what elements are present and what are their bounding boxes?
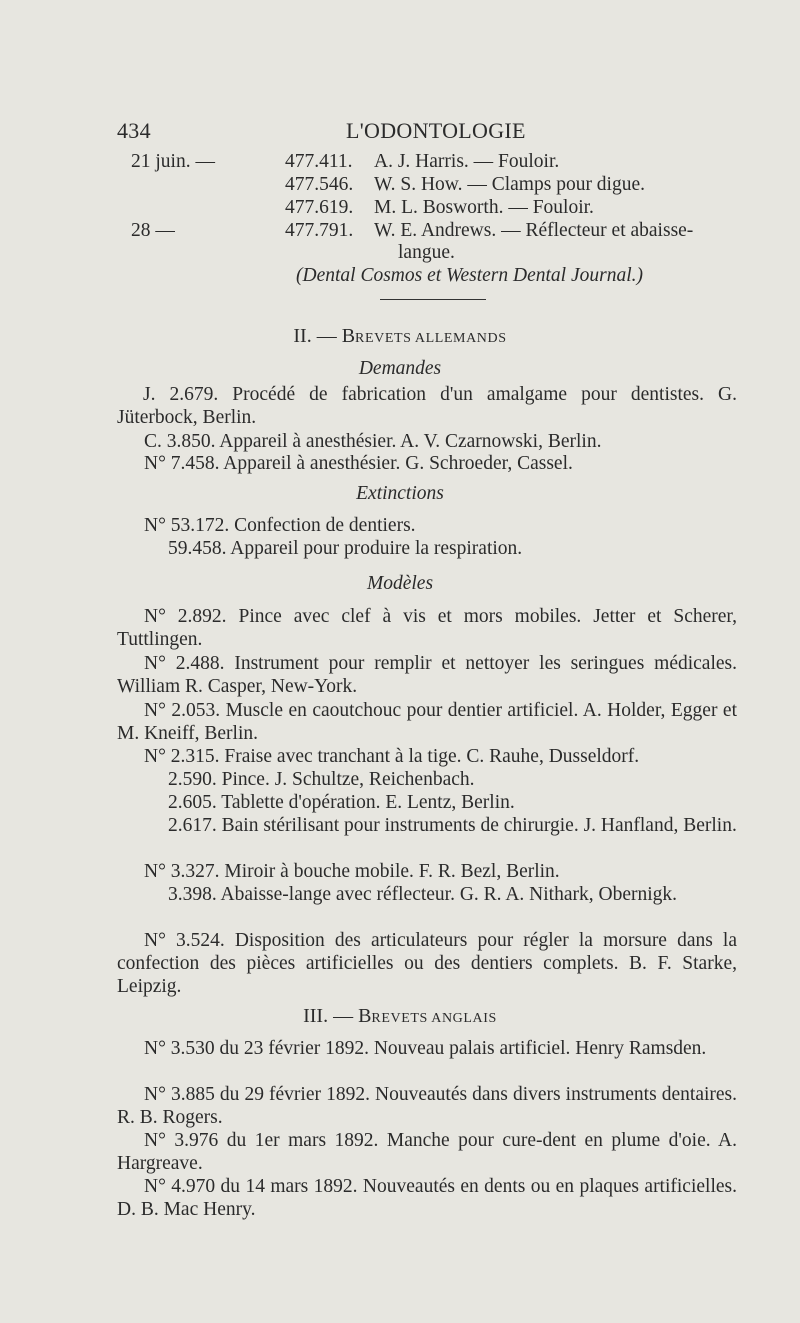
page-number: 434 — [117, 118, 151, 143]
us-text-5: langue. — [398, 242, 455, 263]
german-heading-initial: B — [341, 325, 356, 347]
modele-8: N° 3.327. Miroir à bouche mobile. F. R. Bezl, Berlin. — [144, 861, 560, 882]
demande-3: N° 7.458. Appareil à anesthésier. G. Schroeder, Cassel. — [144, 453, 573, 474]
us-text-3: M. L. Bosworth. — Fouloir. — [374, 197, 594, 218]
modele-2: N° 2.488. Instrument pour remplir et nettoyer les seringues médicales. William R. Casper, New-York. — [117, 653, 737, 697]
demande-1: J. 2.679. Procédé de fabrication d'un amalgame pour dentistes. G. Jüterbock, Berlin. — [117, 384, 737, 428]
source-citation: (Dental Cosmos et Western Dental Journal.) — [296, 265, 643, 286]
german-heading-numeral: II. — — [293, 325, 342, 347]
us-number-1: 477.411. — [285, 151, 353, 172]
english-heading-rest: REVETS ANGLAIS — [371, 1011, 497, 1026]
us-number-2: 477.546. — [285, 174, 354, 195]
journal-title: L'ODONTOLOGIE — [346, 118, 526, 143]
us-text-4: W. E. Andrews. — Réflecteur et abaisse- — [374, 220, 694, 241]
english-entry-3: N° 3.976 du 1er mars 1892. Manche pour cure-dent en plume d'oie. A. Hargreave. — [117, 1130, 737, 1174]
us-date-1: 21 juin. — — [131, 151, 215, 172]
modele-1: N° 2.892. Pince avec clef à vis et mors mobiles. Jetter et Scherer, Tuttlingen. — [117, 606, 737, 650]
demande-2: C. 3.850. Appareil à anesthésier. A. V. Czarnowski, Berlin. — [144, 431, 602, 452]
us-text-1: A. J. Harris. — Fouloir. — [374, 151, 560, 172]
modele-5: 2.590. Pince. J. Schultze, Reichenbach. — [168, 769, 475, 790]
modele-4: N° 2.315. Fraise avec tranchant à la tige. C. Rauhe, Dusseldorf. — [144, 746, 640, 767]
demandes-subheading: Demandes — [358, 358, 442, 379]
english-section-heading — [0, 1005, 800, 1028]
english-heading-initial: B — [358, 1005, 372, 1027]
modele-7: 2.617. Bain stérilisant pour instruments de chirurgie. J. Hanfland, Berlin. — [168, 815, 737, 836]
extinction-1: N° 53.172. Confection de dentiers. — [144, 515, 416, 536]
english-entry-1: N° 3.530 du 23 février 1892. Nouveau palais artificiel. Henry Ramsden. — [144, 1038, 707, 1059]
german-heading-rest: REVETS ALLEMANDS — [355, 331, 507, 346]
modele-10: N° 3.524. Disposition des articulateurs pour régler la morsure dans la confection des pièces artificielles ou des dentiers complets. B. F. Starke, Leipzig. — [117, 930, 737, 997]
german-section-heading — [0, 325, 800, 348]
modele-3: N° 2.053. Muscle en caoutchouc pour dentier artificiel. A. Holder, Egger et M. Kneiff, Berlin. — [117, 700, 737, 744]
extinction-2: 59.458. Appareil pour produire la respiration. — [168, 538, 523, 559]
us-date-4: 28 — — [131, 220, 175, 241]
extinctions-subheading: Extinctions — [356, 483, 444, 504]
us-text-2: W. S. How. — Clamps pour digue. — [374, 174, 646, 195]
us-number-3: 477.619. — [285, 197, 354, 218]
english-heading-numeral: III. — — [303, 1005, 359, 1027]
section-divider — [380, 299, 486, 300]
modeles-subheading: Modèles — [366, 573, 434, 594]
modele-6: 2.605. Tablette d'opération. E. Lentz, Berlin. — [168, 792, 515, 813]
modele-9: 3.398. Abaisse-lange avec réflecteur. G. R. A. Nithark, Obernigk. — [168, 884, 678, 905]
us-number-4: 477.791. — [285, 220, 354, 241]
english-entry-2: N° 3.885 du 29 février 1892. Nouveautés dans divers instruments dentaires. R. B. Rogers. — [117, 1084, 737, 1128]
english-entry-4: N° 4.970 du 14 mars 1892. Nouveautés en dents ou en plaques artificielles. D. B. Mac Henry. — [117, 1176, 737, 1220]
